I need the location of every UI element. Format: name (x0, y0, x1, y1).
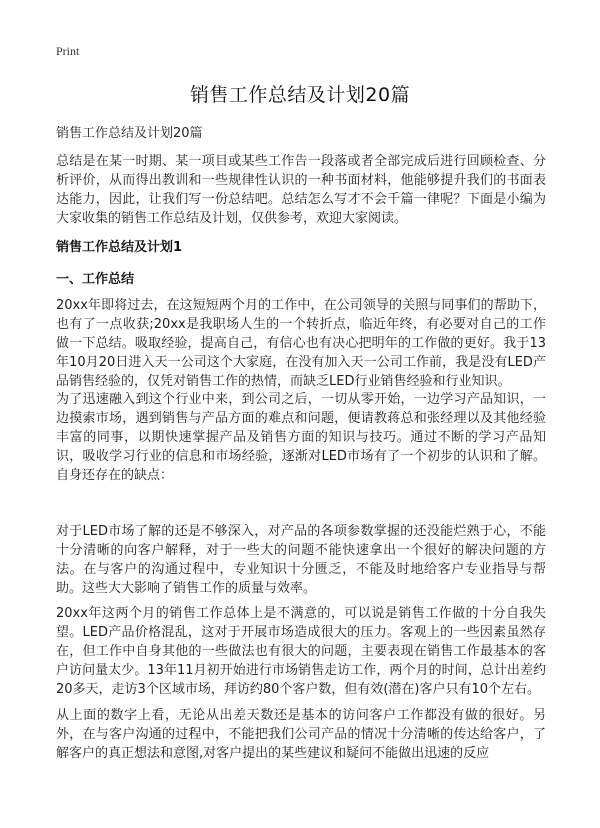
print-label[interactable]: Print (56, 44, 80, 58)
section-heading: 销售工作总结及计划1 (56, 240, 183, 255)
intro-paragraph: 总结是在某一时期、某一项目或某些工作告一段落或者全部完成后进行回顾检查、分析评价，从而得出教训和一些规律性认识的一种书面材料，他能够提升我们的书面表达能力，因此，让我们写一份总结吧。总结怎么写才不会千篇一律呢？下面是小编为大家收集的销售工作总结及计划，仅供参考，欢迎大家阅读。 (56, 154, 546, 226)
section-subheading: 一、工作总结 (56, 272, 135, 287)
body-paragraph-5: 从上面的数字上看，无论从出差天数还是基本的访问客户工作都没有做的很好。另外，在与客户沟通的过程中，不能把我们公司产品的情况十分清晰的传达给客户，了解客户的真正想法和意图,对客户提出的某些建议和疑问不能做出迅速的反应 (56, 708, 546, 761)
document-subtitle: 销售工作总结及计划20篇 (56, 126, 203, 141)
body-paragraph-4: 20xx年这两个月的销售工作总体上是不满意的，可以说是销售工作做的十分自我失望。LED产品价格混乱，这对于开展市场造成很大的压力。客观上的一些因素虽然存在，但工作中自身其他的一些做法也有很大的问题，主要表现在销售工作最基本的客户访问量太少。13年11月初开始进行市场销售走访工作，两个月的时间，总计出差约20多天，走访3个区域市场，拜访约80个客户数，但有效(潜在)客户只有10个左右。 (56, 606, 546, 697)
body-paragraph-2: 为了迅速融入到这个行业中来，到公司之后，一切从零开始，一边学习产品知识，一边摸索市场，遇到销售与产品方面的难点和问题，便请教蒋总和张经理以及其他经验丰富的同事，以期快速掌握产品及销售方面的知识与技巧。通过不断的学习产品知识，吸收学习行业的信息和市场经验，逐渐对LED市场有了一个初步的认识和了解。 自身还存在的缺点： (56, 392, 546, 483)
document-title: 销售工作总结及计划20篇 (189, 84, 411, 106)
body-paragraph-1: 20xx年即将过去，在这短短两个月的工作中，在公司领导的关照与同事们的帮助下，也有了一点收获;20xx是我职场人生的一个转折点，临近年终，有必要对自己的工作做一下总结。吸取经验，提高自己，有信心也有决心把明年的工作做的更好。我于13年10月20日进入天一公司这个大家庭，在没有加入天一公司工作前，我是没有LED产品销售经验的，仅凭对销售工作的热情，而缺乏LED行业销售经验和行业知识。 (56, 298, 546, 389)
body-paragraph-3: 对于LED市场了解的还是不够深入，对产品的各项参数掌握的还没能烂熟于心，不能十分清晰的向客户解释，对于一些大的问题不能快速拿出一个很好的解决问题的方法。在与客户的沟通过程中，专业知识十分匮乏，不能及时地给客户专业指导与帮助。这些大大影响了销售工作的质量与效率。 (56, 524, 546, 596)
